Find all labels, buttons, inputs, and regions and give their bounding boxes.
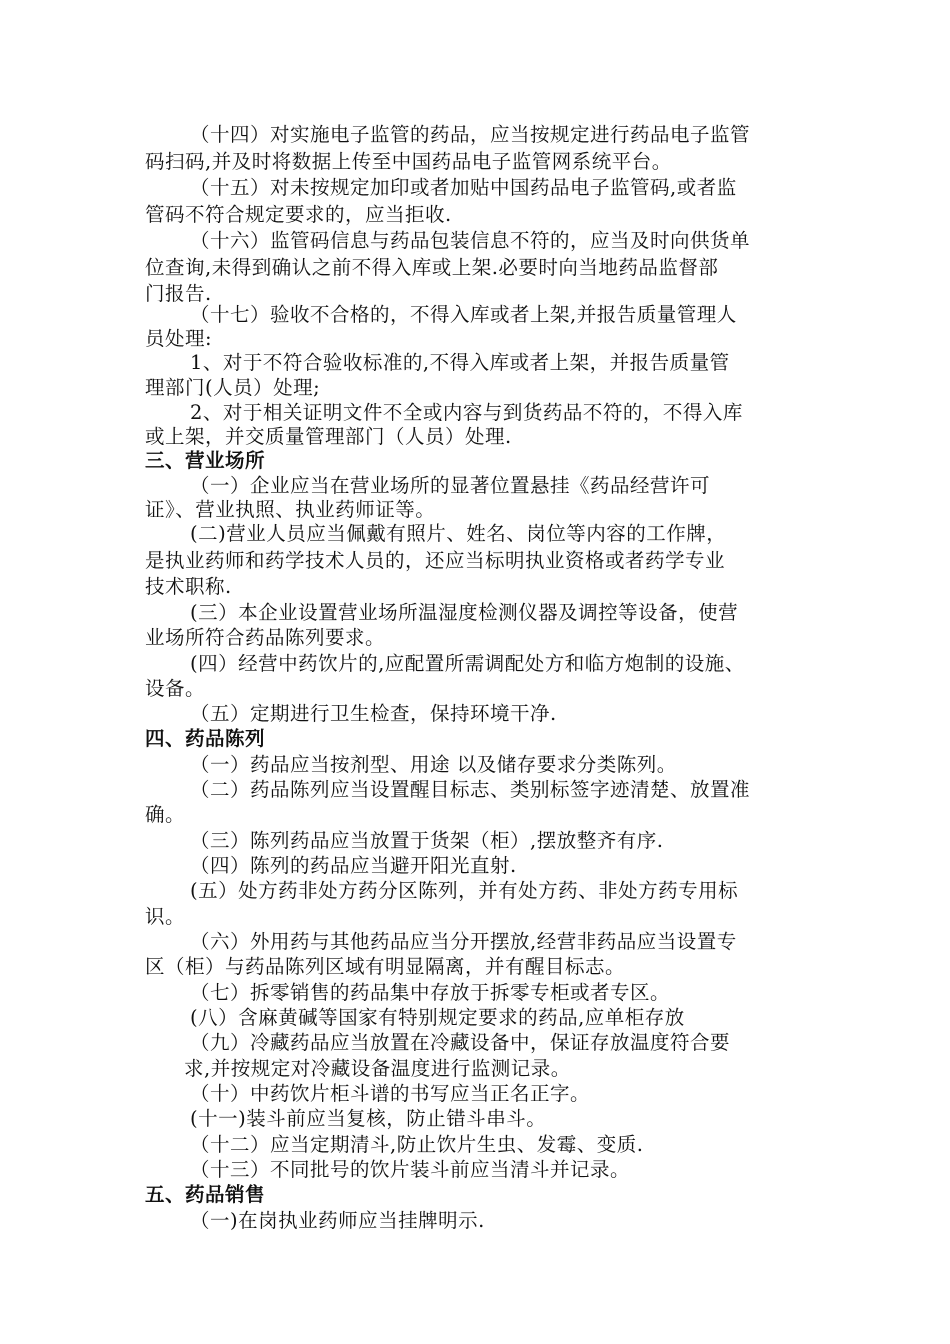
text-line: （一）企业应当在营业场所的显著位置悬挂《药品经营许可: [190, 474, 711, 497]
text-line: 码扫码,并及时将数据上传至中国药品电子监管网系统平台。: [145, 150, 672, 173]
text-line: (五）处方药非处方药分区陈列，并有处方药、非处方药专用标: [190, 879, 739, 902]
text-line: 1、对于不符合验收标准的,不得入库或者上架，并报告质量管: [190, 351, 730, 374]
text-line: 员处理:: [145, 327, 213, 350]
text-line: （六）外用药与其他药品应当分开摆放,经营非药品应当设置专: [190, 930, 737, 953]
text-line: 设备。: [145, 677, 206, 700]
text-line: 门报告.: [145, 282, 212, 305]
text-line: 管码不符合规定要求的，应当拒收.: [145, 203, 452, 226]
text-line: （十）中药饮片柜斗谱的书写应当正名正字。: [190, 1082, 591, 1105]
text-line: 技术职称.: [145, 575, 232, 598]
text-line: (十一)装斗前应当复核，防止错斗串斗。: [190, 1107, 547, 1130]
text-line: （一）药品应当按剂型、用途 以及储存要求分类陈列。: [190, 753, 677, 776]
text-line: （七）拆零销售的药品集中存放于拆零专柜或者专区。: [190, 981, 671, 1004]
text-line: （二）药品陈列应当设置醒目标志、类别标签字迹清楚、放置准: [190, 778, 751, 801]
text-line: (三）本企业设置营业场所温湿度检测仪器及调控等设备，使营: [190, 601, 739, 624]
text-line: （十二）应当定期清斗,防止饮片生虫、发霉、变质.: [190, 1133, 644, 1156]
section-heading: 五、药品销售: [145, 1183, 266, 1206]
text-line: 证》、营业执照、执业药师证等。: [145, 498, 436, 521]
text-line: 识。: [145, 905, 186, 928]
text-line: （一)在岗执业药师应当挂牌明示.: [190, 1209, 485, 1232]
text-line: （十七）验收不合格的，不得入库或者上架,并报告质量管理人: [190, 303, 737, 326]
text-line: （十四）对实施电子监管的药品，应当按规定进行药品电子监管: [190, 123, 751, 146]
text-line: （十六）监管码信息与药品包装信息不符的，应当及时向供货单: [190, 229, 751, 252]
text-line: （十五）对未按规定加印或者加贴中国药品电子监管码,或者监: [190, 176, 737, 199]
text-line: 位查询,未得到确认之前不得入库或上架.必要时向当地药品监督部: [145, 256, 719, 279]
text-line: (二)营业人员应当佩戴有照片、姓名、岗位等内容的工作牌，: [190, 522, 727, 545]
text-line: 区（柜）与药品陈列区域有明显隔离，并有醒目标志。: [145, 955, 626, 978]
text-line: (四）经营中药饮片的,应配置所需调配处方和临方炮制的设施、: [190, 652, 745, 675]
text-line: (八）含麻黄碱等国家有特别规定要求的药品,应单柜存放: [190, 1006, 685, 1029]
text-line: （十三）不同批号的饮片装斗前应当清斗并记录。: [190, 1158, 631, 1181]
section-heading: 三、营业场所: [145, 449, 266, 472]
text-line: 业场所符合药品陈列要求。: [145, 626, 386, 649]
text-line: 求,并按规定对冷藏设备温度进行监测记录。: [184, 1057, 571, 1080]
text-line: （四）陈列的药品应当避开阳光直射.: [190, 854, 517, 877]
text-line: 确。: [145, 803, 186, 826]
section-heading: 四、药品陈列: [145, 727, 266, 750]
text-line: （五）定期进行卫生检查，保持环境干净.: [190, 702, 557, 725]
text-line: 2、对于相关证明文件不全或内容与到货药品不符的，不得入库: [190, 401, 743, 424]
text-line: 理部门(人员）处理;: [145, 376, 321, 399]
text-line: 是执业药师和药学技术人员的，还应当标明执业资格或者药学专业: [145, 549, 726, 572]
text-line: （九）冷藏药品应当放置在冷藏设备中，保证存放温度符合要: [190, 1031, 731, 1054]
text-line: 或上架，并交质量管理部门（人员）处理.: [145, 425, 512, 448]
text-line: （三）陈列药品应当放置于货架（柜）,摆放整齐有序.: [190, 829, 664, 852]
